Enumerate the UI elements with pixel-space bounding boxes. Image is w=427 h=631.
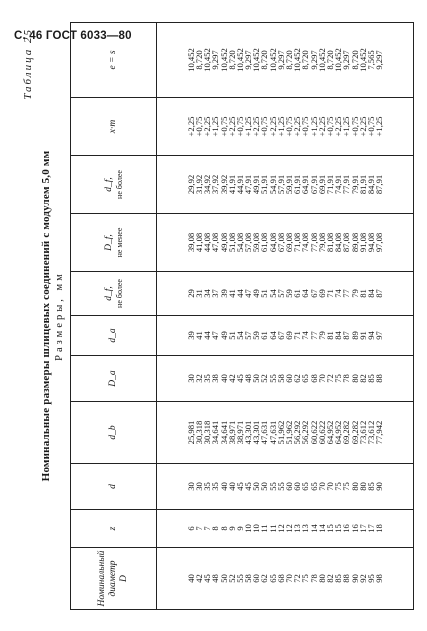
table-cell: 15 bbox=[324, 524, 335, 533]
table-cell: 84,91 bbox=[365, 174, 376, 195]
header-df: d_f, не более bbox=[71, 271, 156, 315]
table-cell: 71,08 bbox=[292, 232, 303, 253]
table-cell: 50 bbox=[259, 482, 270, 491]
table-cell: 34,641 bbox=[218, 420, 229, 445]
table-cell: 98 bbox=[374, 574, 385, 583]
table-cell: 79,08 bbox=[316, 232, 327, 253]
table-cell: 84,08 bbox=[333, 232, 344, 253]
table-cell: 40 bbox=[218, 374, 229, 383]
table-cell: 52 bbox=[259, 374, 270, 383]
table-cell: 84 bbox=[365, 289, 376, 298]
table-cell: 75 bbox=[300, 574, 311, 583]
table-cell: 47 bbox=[210, 331, 221, 340]
table-cell: 10,452 bbox=[292, 48, 303, 72]
table-cell: 54,91 bbox=[267, 174, 278, 195]
table-cell: 87,91 bbox=[374, 174, 385, 195]
table-cell: 55 bbox=[267, 482, 278, 491]
table-cell: 51,962 bbox=[284, 420, 294, 445]
table-cell: 70 bbox=[316, 374, 327, 383]
table-cell: +1,25 bbox=[210, 116, 221, 137]
table-cell: 67 bbox=[275, 331, 286, 340]
table-cell: 37,92 bbox=[210, 174, 221, 195]
table-cell: 89,08 bbox=[349, 232, 360, 253]
table-cell: 13 bbox=[292, 524, 303, 533]
table-cell: +1,25 bbox=[341, 116, 352, 137]
table-cell: 10 bbox=[243, 524, 254, 533]
table-cell: 55 bbox=[234, 574, 245, 583]
table-cell: 75 bbox=[333, 482, 344, 491]
table-cell: 65 bbox=[300, 374, 311, 383]
table-cell: 80 bbox=[349, 374, 360, 383]
table-cell: +0,75 bbox=[284, 116, 294, 137]
table-cell: 10,452 bbox=[316, 48, 327, 72]
table-cell: 41,08 bbox=[193, 232, 204, 253]
table-cell: 30 bbox=[193, 482, 204, 491]
table-cell: 60,622 bbox=[308, 420, 319, 445]
table-cell: 94 bbox=[365, 331, 376, 340]
table-cell: 70 bbox=[316, 482, 327, 491]
table-cell: 29,92 bbox=[185, 174, 196, 195]
table-cell: 91 bbox=[357, 331, 368, 340]
table-cell: 48 bbox=[243, 374, 254, 383]
table-cell: 47,91 bbox=[243, 174, 254, 195]
table-cell: 16 bbox=[349, 524, 360, 533]
table-cell: 16 bbox=[341, 524, 352, 533]
table-cell: 43,301 bbox=[243, 420, 254, 445]
table-cell: 8 bbox=[218, 526, 229, 531]
table-cell: 81 bbox=[357, 289, 368, 298]
table-cell: 62 bbox=[259, 574, 270, 583]
table-cell: 44,08 bbox=[202, 232, 213, 253]
table-cell: 9,297 bbox=[308, 50, 319, 70]
table-cell: 30 bbox=[185, 482, 196, 491]
table-cell: 74 bbox=[333, 289, 344, 298]
table-cell: 61,08 bbox=[259, 232, 270, 253]
table-cell: 9 bbox=[234, 526, 245, 531]
table-cell: 59 bbox=[251, 331, 262, 340]
table-cell: 32 bbox=[193, 374, 204, 383]
table-cell: 85 bbox=[365, 374, 376, 383]
table-cell: 18 bbox=[374, 524, 385, 533]
table-cell: 51,08 bbox=[226, 232, 237, 253]
header-df2: d_f, не более bbox=[71, 155, 156, 213]
dimensions-table bbox=[70, 22, 414, 610]
table-cell: 61 bbox=[292, 289, 303, 298]
table-cell: 14 bbox=[308, 524, 319, 533]
table-cell: +1,25 bbox=[374, 116, 385, 137]
col-df2 bbox=[157, 155, 413, 213]
header-e: e = s bbox=[108, 50, 118, 70]
table-cell: 97 bbox=[374, 331, 385, 340]
table-cell: 57,08 bbox=[243, 232, 254, 253]
table-cell: 30,318 bbox=[202, 420, 213, 445]
col-da bbox=[157, 315, 413, 355]
table-cell: 44 bbox=[234, 289, 245, 298]
table-cell: 97,08 bbox=[374, 232, 385, 253]
table-cell: 13 bbox=[300, 524, 311, 533]
table-cell: 7 bbox=[193, 526, 204, 531]
table-cell: 57,91 bbox=[275, 174, 286, 195]
table-cell: 51,962 bbox=[275, 420, 286, 445]
table-cell: 72 bbox=[324, 374, 335, 383]
table-cell: 7 bbox=[202, 526, 213, 531]
table-cell: 67 bbox=[308, 289, 319, 298]
table-cell: 80 bbox=[357, 482, 368, 491]
table-cell: 60 bbox=[251, 574, 262, 583]
table-cell: 77,91 bbox=[341, 174, 352, 195]
table-cell: 60 bbox=[284, 482, 294, 491]
table-cell: 50 bbox=[218, 574, 229, 583]
table-cell: 78 bbox=[308, 574, 319, 583]
table-cell: 84 bbox=[333, 331, 344, 340]
table-cell: 71,91 bbox=[324, 174, 335, 195]
header-xm: x·m bbox=[71, 97, 156, 155]
table-cell: 69,08 bbox=[284, 232, 294, 253]
table-cell: 50 bbox=[251, 374, 262, 383]
table-cell: 44 bbox=[202, 331, 213, 340]
table-cell: 65 bbox=[267, 574, 278, 583]
table-cell: 61,91 bbox=[292, 174, 303, 195]
header-Da: D_a bbox=[71, 355, 156, 401]
table-cell: +0,75 bbox=[349, 116, 360, 137]
table-cell: 42 bbox=[226, 374, 237, 383]
rotated-table-block bbox=[20, 22, 415, 610]
table-cell: 35 bbox=[202, 374, 213, 383]
table-cell: 67,08 bbox=[275, 232, 286, 253]
col-Da bbox=[157, 355, 413, 401]
table-cell: 77,942 bbox=[374, 420, 385, 445]
table-cell: 15 bbox=[333, 524, 344, 533]
table-cell: 50 bbox=[251, 482, 262, 491]
table-cell: 80 bbox=[349, 482, 360, 491]
table-cell: +0,75 bbox=[218, 116, 229, 137]
table-cell: 81 bbox=[324, 331, 335, 340]
table-cell: 8,720 bbox=[300, 50, 311, 70]
table-cell: 64,91 bbox=[300, 174, 311, 195]
table-cell: 85 bbox=[365, 482, 376, 491]
table-cell: 74,91 bbox=[333, 174, 344, 195]
table-cell: +1,25 bbox=[308, 116, 319, 137]
table-cell: 43,301 bbox=[251, 420, 262, 445]
table-cell: 69 bbox=[316, 289, 327, 298]
table-cell: 10,452 bbox=[251, 48, 262, 72]
table-cell: 8,720 bbox=[193, 50, 204, 70]
table-cell: 64,08 bbox=[267, 232, 278, 253]
table-cell: 60 bbox=[292, 482, 303, 491]
table-cell: 17 bbox=[357, 524, 368, 533]
table-cell: +2,25 bbox=[333, 116, 344, 137]
table-cell: +0,75 bbox=[324, 116, 335, 137]
table-cell: 95 bbox=[365, 574, 376, 583]
table-cell: 49 bbox=[251, 289, 262, 298]
table-cell: 49,91 bbox=[251, 174, 262, 195]
table-cell: 74,08 bbox=[300, 232, 311, 253]
table-cell: +2,25 bbox=[316, 116, 327, 137]
table-unit: Размеры, мм bbox=[54, 271, 65, 361]
table-cell: 82 bbox=[324, 574, 335, 583]
table-cell: 56,292 bbox=[292, 420, 303, 445]
table-header-row bbox=[71, 23, 157, 609]
table-cell: 9,297 bbox=[341, 50, 352, 70]
col-D bbox=[157, 547, 413, 609]
table-cell: 14 bbox=[316, 524, 327, 533]
table-cell: 68 bbox=[275, 574, 286, 583]
col-Df bbox=[157, 213, 413, 271]
table-cell: +2,25 bbox=[267, 116, 278, 137]
table-cell: 51,91 bbox=[259, 174, 270, 195]
page-header: С. 46 ГОСТ 6033—80 bbox=[14, 30, 132, 42]
table-cell: +2,25 bbox=[251, 116, 262, 137]
table-cell: 94,08 bbox=[365, 232, 376, 253]
table-cell: 58 bbox=[243, 574, 254, 583]
table-cell: 9,297 bbox=[374, 50, 385, 70]
col-df bbox=[157, 271, 413, 315]
table-cell: +2,25 bbox=[292, 116, 303, 137]
table-cell: 80 bbox=[316, 574, 327, 583]
table-cell: 52 bbox=[226, 574, 237, 583]
table-cell: 64,952 bbox=[333, 420, 344, 445]
table-cell: 45 bbox=[234, 374, 245, 383]
header-da: d_a bbox=[71, 315, 156, 355]
table-cell: 65 bbox=[308, 482, 319, 491]
table-cell: 7,565 bbox=[365, 50, 376, 70]
table-cell: 31 bbox=[193, 289, 204, 298]
table-cell: 88 bbox=[341, 574, 352, 583]
table-cell: 69 bbox=[284, 331, 294, 340]
table-cell: 48 bbox=[210, 574, 221, 583]
table-cell: 79 bbox=[316, 331, 327, 340]
table-cell: 35 bbox=[202, 482, 213, 491]
table-cell: 92 bbox=[357, 574, 368, 583]
table-cell: 71 bbox=[324, 289, 335, 298]
table-cell: 10,452 bbox=[333, 48, 344, 72]
col-e bbox=[157, 23, 413, 97]
table-cell: 41 bbox=[226, 289, 237, 298]
table-cell: 35 bbox=[210, 482, 221, 491]
table-cell: 69,282 bbox=[349, 420, 360, 445]
table-cell: 47,08 bbox=[210, 232, 221, 253]
table-cell: 69,282 bbox=[341, 420, 352, 445]
table-cell: 64 bbox=[300, 289, 311, 298]
table-cell: 41 bbox=[193, 331, 204, 340]
table-cell: 9,297 bbox=[275, 50, 286, 70]
table-cell: 40 bbox=[226, 482, 237, 491]
table-cell: 8,720 bbox=[259, 50, 270, 70]
table-cell: 67,91 bbox=[308, 174, 319, 195]
table-cell: 49 bbox=[218, 331, 229, 340]
table-cell: 10 bbox=[251, 524, 262, 533]
table-cell: 54,08 bbox=[234, 232, 245, 253]
table-cell: 40 bbox=[185, 574, 196, 583]
table-cell: 73,612 bbox=[357, 420, 368, 445]
table-cell: 45 bbox=[202, 574, 213, 583]
table-cell: 59,91 bbox=[284, 174, 294, 195]
table-title: Номинальные размеры шлицевых соединений с модулем 5,0 мм bbox=[40, 150, 52, 482]
table-cell: 29 bbox=[185, 289, 196, 298]
table-cell: 47 bbox=[243, 289, 254, 298]
table-cell: 47,631 bbox=[267, 420, 278, 445]
table-body bbox=[157, 23, 413, 609]
table-cell: 9,297 bbox=[210, 50, 221, 70]
table-cell: 90 bbox=[349, 574, 360, 583]
table-cell: 9 bbox=[226, 526, 237, 531]
table-cell: 44,91 bbox=[234, 174, 245, 195]
header-Df: D_f, не менее bbox=[71, 213, 156, 271]
table-cell: +2,25 bbox=[357, 116, 368, 137]
table-cell: 57 bbox=[275, 289, 286, 298]
table-cell: 51 bbox=[259, 289, 270, 298]
table-cell: 64 bbox=[267, 331, 278, 340]
table-cell: 90 bbox=[374, 482, 385, 491]
table-cell: 70 bbox=[284, 574, 294, 583]
table-cell: 62 bbox=[292, 374, 303, 383]
table-cell: 10,452 bbox=[202, 48, 213, 72]
table-cell: 77,08 bbox=[308, 232, 319, 253]
table-cell: 8 bbox=[210, 526, 221, 531]
table-cell: 59 bbox=[284, 289, 294, 298]
table-cell: 68 bbox=[308, 374, 319, 383]
header-d: d bbox=[71, 463, 156, 509]
table-cell: 42 bbox=[193, 574, 204, 583]
table-cell: 54 bbox=[234, 331, 245, 340]
table-cell: 38,971 bbox=[226, 420, 237, 445]
header-z: z bbox=[71, 509, 156, 547]
table-cell: 37 bbox=[210, 289, 221, 298]
table-cell: 55 bbox=[275, 482, 286, 491]
table-cell: 79,91 bbox=[349, 174, 360, 195]
table-cell: 74 bbox=[300, 331, 311, 340]
table-cell: +2,25 bbox=[226, 116, 237, 137]
table-cell: 87,08 bbox=[341, 232, 352, 253]
table-cell: 59,08 bbox=[251, 232, 262, 253]
table-cell: 55 bbox=[267, 374, 278, 383]
table-cell: 64,952 bbox=[324, 420, 335, 445]
table-cell: 10,452 bbox=[267, 48, 278, 72]
table-cell: 12 bbox=[275, 524, 286, 533]
table-cell: 70 bbox=[324, 482, 335, 491]
table-cell: 75 bbox=[341, 482, 352, 491]
table-cell: 25,981 bbox=[185, 420, 196, 445]
table-cell: 88 bbox=[374, 374, 385, 383]
table-cell: 77 bbox=[341, 289, 352, 298]
table-cell: +0,75 bbox=[234, 116, 245, 137]
table-cell: +0,75 bbox=[300, 116, 311, 137]
table-cell: 39,92 bbox=[218, 174, 229, 195]
table-cell: 85 bbox=[333, 574, 344, 583]
header-db: d_b bbox=[71, 401, 156, 463]
table-cell: 58 bbox=[275, 374, 286, 383]
table-cell: 8,720 bbox=[226, 50, 237, 70]
table-cell: 6 bbox=[185, 526, 196, 531]
table-cell: 82 bbox=[357, 374, 368, 383]
table-cell: 10,452 bbox=[357, 48, 368, 72]
table-cell: 30,318 bbox=[193, 420, 204, 445]
col-d bbox=[157, 463, 413, 509]
table-cell: 9,297 bbox=[243, 50, 254, 70]
col-db bbox=[157, 401, 413, 463]
table-cell: 10,452 bbox=[234, 48, 245, 72]
table-cell: 61 bbox=[259, 331, 270, 340]
table-cell: 71 bbox=[292, 331, 303, 340]
table-cell: 57 bbox=[243, 331, 254, 340]
table-cell: 79 bbox=[349, 289, 360, 298]
table-cell: +0,75 bbox=[259, 116, 270, 137]
table-cell: +1,25 bbox=[275, 116, 286, 137]
table-cell: 87 bbox=[374, 289, 385, 298]
table-cell: 12 bbox=[284, 524, 294, 533]
table-cell: 10,452 bbox=[185, 48, 196, 72]
table-label: Таблица 25 bbox=[22, 28, 34, 100]
table-cell: 45 bbox=[243, 482, 254, 491]
header-D: Номинальный диаметр D bbox=[71, 547, 156, 609]
table-cell: 8,720 bbox=[284, 50, 294, 70]
table-cell: 10,452 bbox=[218, 48, 229, 72]
table-cell: 60,622 bbox=[316, 420, 327, 445]
table-cell: 38,971 bbox=[234, 420, 245, 445]
table-cell: 54 bbox=[267, 289, 278, 298]
table-cell: 34 bbox=[202, 289, 213, 298]
table-cell: 81,91 bbox=[357, 174, 368, 195]
table-cell: 39,08 bbox=[185, 232, 196, 253]
table-cell: +0,75 bbox=[365, 116, 376, 137]
table-cell: 47,631 bbox=[259, 420, 270, 445]
table-cell: 11 bbox=[267, 524, 278, 533]
table-cell: 77 bbox=[308, 331, 319, 340]
table-cell: 39 bbox=[185, 331, 196, 340]
table-cell: 45 bbox=[234, 482, 245, 491]
table-cell: 30 bbox=[185, 374, 196, 383]
table-cell: +2,25 bbox=[185, 116, 196, 137]
table-cell: +1,25 bbox=[243, 116, 254, 137]
table-cell: 34,92 bbox=[202, 174, 213, 195]
table-cell: 69,91 bbox=[316, 174, 327, 195]
table-cell: 51 bbox=[226, 331, 237, 340]
col-xm bbox=[157, 97, 413, 155]
table-cell: 34,641 bbox=[210, 420, 221, 445]
col-z bbox=[157, 509, 413, 547]
table-cell: 91,08 bbox=[357, 232, 368, 253]
table-cell: 60 bbox=[284, 374, 294, 383]
table-cell: 49,08 bbox=[218, 232, 229, 253]
table-cell: +2,25 bbox=[202, 116, 213, 137]
table-cell: 87 bbox=[341, 331, 352, 340]
table-cell: 8,720 bbox=[324, 50, 335, 70]
table-cell: 38 bbox=[210, 374, 221, 383]
table-cell: 8,720 bbox=[349, 50, 360, 70]
table-cell: 81,08 bbox=[324, 232, 335, 253]
table-cell: 73,612 bbox=[365, 420, 376, 445]
table-cell: 72 bbox=[292, 574, 303, 583]
table-cell: 78 bbox=[341, 374, 352, 383]
table-cell: 17 bbox=[365, 524, 376, 533]
table-cell: 65 bbox=[300, 482, 311, 491]
table-cell: 39 bbox=[218, 289, 229, 298]
table-cell: 75 bbox=[333, 374, 344, 383]
table-cell: 89 bbox=[349, 331, 360, 340]
table-cell: +0,75 bbox=[193, 116, 204, 137]
table-cell: 40 bbox=[218, 482, 229, 491]
table-cell: 56,292 bbox=[300, 420, 311, 445]
table-cell: 11 bbox=[259, 524, 270, 533]
table-cell: 41,91 bbox=[226, 174, 237, 195]
table-cell: 31,92 bbox=[193, 174, 204, 195]
